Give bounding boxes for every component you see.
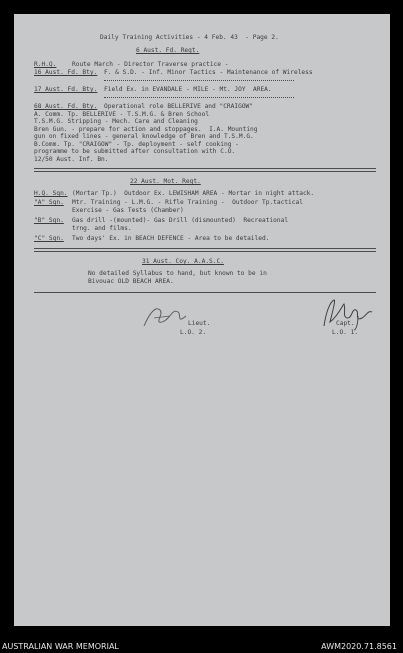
unit-label: H.Q. Sqn. <box>34 190 68 197</box>
unit-activity: F. & S.D. - Inf. Minor Tactics - Maintenance of Wireless <box>104 69 313 76</box>
unit-activity: Field Ex. in EVANDALE - MILE - Mt. JOY AREA. <box>104 86 272 93</box>
unit-activity: Mtr. Training - L.M.G. - Rifle Training - Outdoor Tp.tactical <box>72 199 303 206</box>
unit-label: 68 Aust. Fd. Bty. <box>34 103 98 110</box>
section-note: Bivouac OLD BEACH AREA. <box>88 277 174 285</box>
archive-accession-number: AWM2020.71.8561 <box>321 642 397 651</box>
unit-activity: programme to be submitted after consultation with C.O. <box>34 148 236 155</box>
unit-label: R.H.Q. <box>34 61 57 68</box>
section-divider <box>34 251 376 252</box>
unit-activity: Gas drill -(mounted)- Gas Drill (dismounted) Recreational <box>72 217 289 224</box>
separator-dotted <box>104 80 294 81</box>
unit-activity: Route March - Director Traverse practice - <box>72 61 229 68</box>
separator-dotted <box>104 97 294 98</box>
page-header: Daily Training Activities - 4 Feb. 43 - Page 2. <box>100 34 279 41</box>
unit-label: "C" Sqn. <box>34 235 64 242</box>
unit-label: 17 Aust. Fd. Bty. <box>34 86 98 93</box>
unit-activity: trng. and films. <box>72 224 132 232</box>
handwritten-signature-left <box>140 302 190 332</box>
unit-activity: T.S.M.G. Stripping - Mech. Care and Cleaning <box>34 118 198 125</box>
unit-activity: 12/50 Aust. Inf. Bn. <box>34 155 109 163</box>
unit-label: 16 Aust. Fd. Bty. <box>34 69 98 76</box>
unit-activity: Exercise - Gas Tests (Chamber) <box>72 206 184 214</box>
unit-activity: B.Comm. Tp. "CRAIGOW" - Tp. deployment - self cooking - <box>34 140 239 148</box>
signature-rank: Lieut. <box>188 320 211 327</box>
unit-activity: A. Comm. Tp. BELLERIVE - T.S.M.G. & Bren School <box>34 110 210 118</box>
section-title-22-mot-regt: 22 Aust. Mot. Regt. <box>130 178 201 185</box>
unit-activity: Bren Gun. - prepare for action and stoppages. I.A. Mounting <box>34 125 258 133</box>
section-divider <box>34 171 376 172</box>
signature-rank: Capt. <box>336 320 355 327</box>
unit-label: "A" Sqn. <box>34 199 64 206</box>
document-page <box>14 14 390 626</box>
section-title-6-fd-regt: 6 Aust. Fd. Regt. <box>136 47 200 54</box>
signature-role: L.O. 1. <box>332 329 359 336</box>
archive-footer <box>0 638 403 653</box>
unit-activity: Operational role BELLERIVE and "CRAIGOW" <box>104 103 254 110</box>
section-note: No detailed Syllabus to hand, but known to be in <box>88 270 267 277</box>
unit-label: "B" Sqn. <box>34 217 64 224</box>
archive-name: AUSTRALIAN WAR MEMORIAL <box>2 642 119 651</box>
signature-role: L.O. 2. <box>180 329 207 336</box>
section-divider <box>34 168 376 169</box>
unit-activity: Two days' Ex. in BEACH DEFENCE - Area to be detailed. <box>72 235 270 242</box>
section-title-31-coy-aasc: 31 Aust. Coy. A.A.S.C. <box>142 258 224 265</box>
unit-activity: gun on fixed lines - general knowledge of Bren and T.S.M.G. <box>34 133 254 140</box>
section-divider <box>34 248 376 249</box>
unit-activity: (Mortar Tp.) Outdoor Ex. LEWISHAM AREA - Mortar in night attack. <box>72 190 315 197</box>
section-divider <box>34 292 376 293</box>
